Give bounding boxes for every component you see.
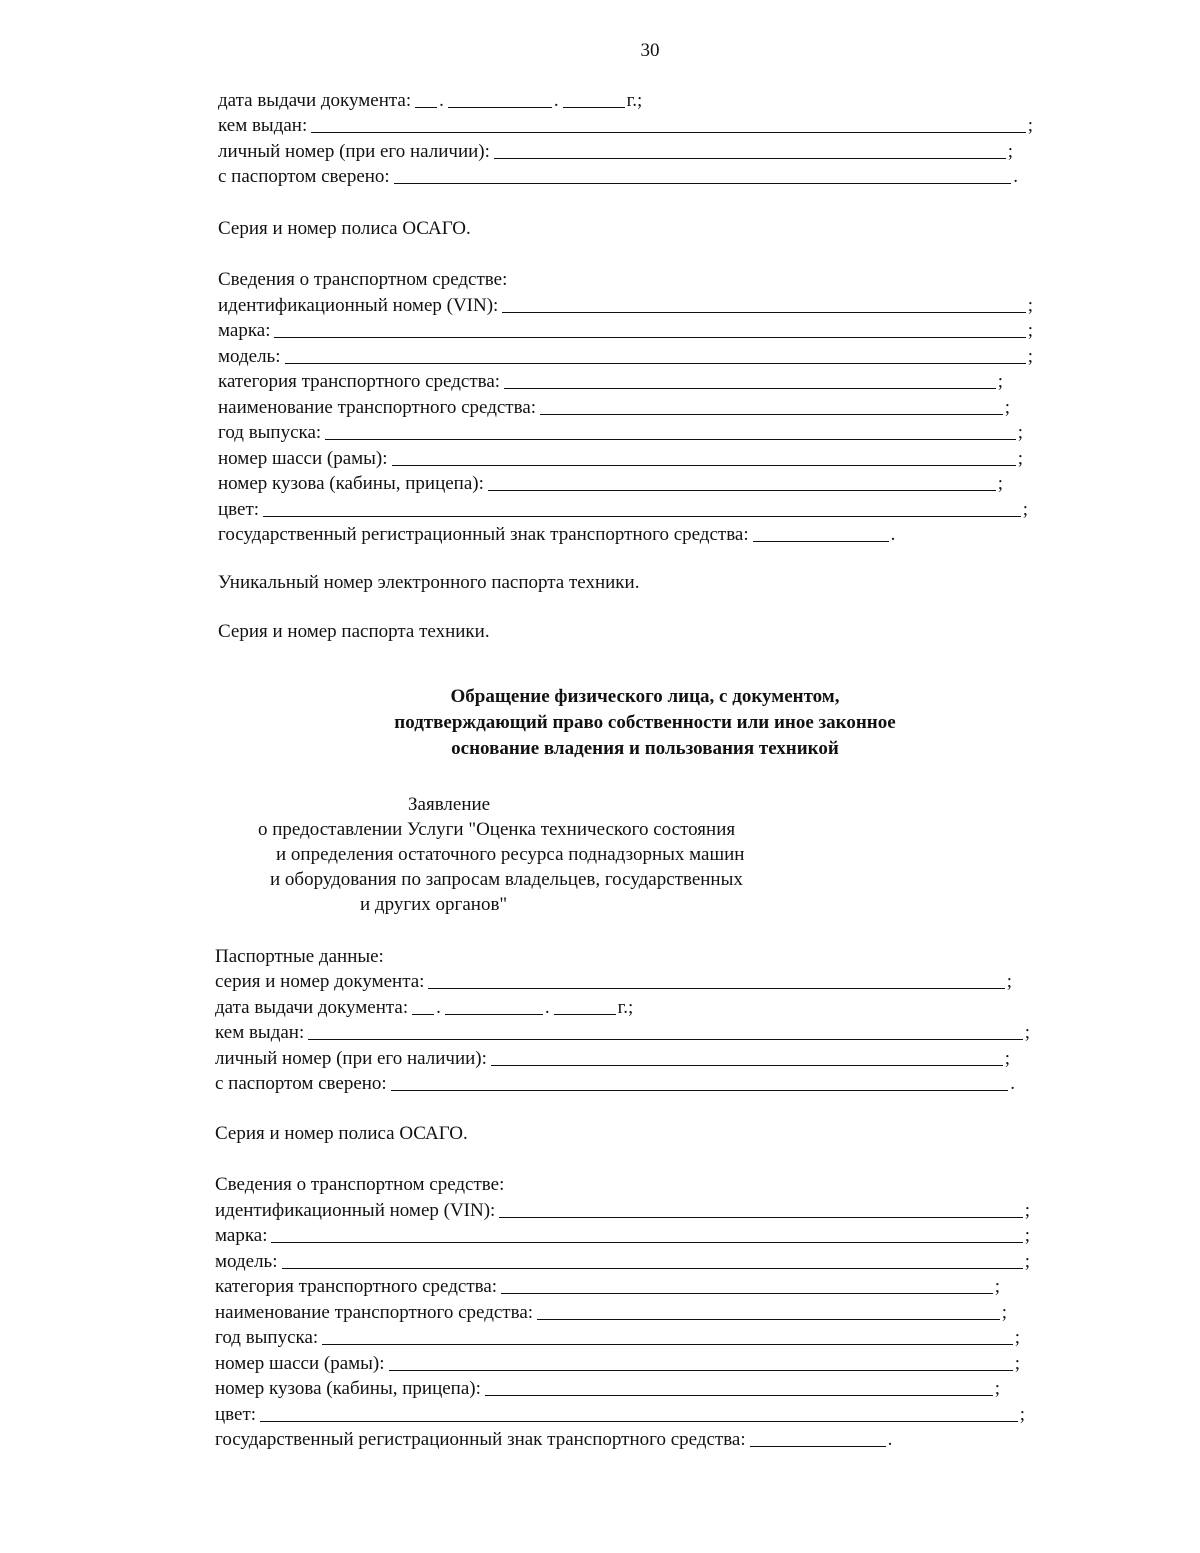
punct: ;	[994, 1378, 1000, 1399]
field-label: год выпуска:	[215, 1327, 319, 1348]
vehicle-name-field	[215, 1298, 1007, 1324]
field-label: номер кузова (кабины, прицепа):	[218, 473, 484, 494]
field-label: дата выдачи документа:	[218, 89, 412, 111]
input-line[interactable]	[394, 182, 1012, 184]
statement-title-word: Заявление	[408, 794, 491, 815]
statement-line: и других органов"	[360, 894, 508, 915]
punct: ;	[1024, 1225, 1030, 1246]
osago-text: Серия и номер полиса ОСАГО.	[218, 217, 471, 239]
year-field	[218, 419, 1023, 445]
category-field	[215, 1273, 1000, 1299]
statement-line: и определения остаточного ресурса поднадзорных машин	[276, 844, 745, 865]
verified-field	[218, 163, 1018, 189]
section-heading	[300, 684, 990, 762]
field-label: личный номер (при его наличии):	[218, 140, 490, 162]
body-field	[215, 1375, 1000, 1401]
punct: ;	[1017, 447, 1023, 469]
punct: ;	[1024, 1199, 1030, 1221]
input-line[interactable]	[488, 489, 996, 491]
day-blank[interactable]	[412, 1013, 434, 1015]
input-line[interactable]	[274, 336, 1025, 338]
input-line[interactable]	[537, 1318, 1000, 1320]
vehicle-header: Сведения о транспортном средстве:	[215, 1174, 505, 1195]
category-field	[218, 368, 1003, 394]
input-line[interactable]	[504, 387, 996, 389]
year-field	[215, 1324, 1020, 1350]
personal-number-field	[215, 1044, 1010, 1070]
field-label: номер шасси (рамы):	[218, 447, 388, 469]
field-label: государственный регистрационный знак транспортного средства:	[218, 524, 749, 545]
input-line[interactable]	[540, 413, 1003, 415]
plate-field	[215, 1426, 1035, 1452]
field-label: кем выдан:	[215, 1022, 305, 1043]
verified-field	[215, 1070, 1015, 1096]
punct: .	[1010, 1073, 1015, 1094]
block2-passport	[215, 942, 1035, 1451]
year-suffix: г.;	[617, 996, 634, 1018]
brand-field	[215, 1222, 1030, 1248]
field-label: модель:	[218, 345, 281, 367]
input-line[interactable]	[392, 464, 1016, 466]
field-label: марка:	[215, 1225, 268, 1246]
punct: .	[1013, 166, 1018, 187]
punct: ;	[997, 371, 1003, 392]
punct: ;	[1019, 1403, 1025, 1425]
field-label: идентификационный номер (VIN):	[215, 1199, 496, 1221]
input-line[interactable]	[311, 131, 1025, 133]
punct: .	[890, 524, 896, 545]
field-label: модель:	[215, 1250, 278, 1272]
punct: ;	[1027, 320, 1033, 341]
epts-text: Уникальный номер электронного паспорта техники.	[218, 571, 640, 593]
punct: ;	[1027, 115, 1033, 136]
statement-title	[258, 792, 744, 917]
punct: ;	[1001, 1301, 1007, 1323]
issued-by-field	[215, 1019, 1030, 1045]
punct: ;	[1027, 294, 1033, 316]
block1-passport	[218, 86, 1038, 643]
year-suffix: г.;	[626, 89, 643, 111]
punct: ;	[1022, 498, 1028, 520]
punct: ;	[1024, 1250, 1030, 1272]
input-line[interactable]	[501, 1292, 993, 1294]
field-label: с паспортом сверено:	[215, 1073, 387, 1094]
model-field	[215, 1247, 1030, 1273]
punct: ;	[1017, 422, 1023, 443]
plate-field	[218, 521, 1038, 547]
statement-line: и оборудования по запросам владельцев, государственных	[270, 869, 743, 890]
chassis-field	[218, 444, 1023, 470]
heading-line: Обращение физического лица, с документом,	[450, 686, 840, 707]
heading-line: основание владения и пользования техникой	[451, 738, 839, 759]
input-line[interactable]	[322, 1343, 1013, 1345]
input-line[interactable]	[502, 311, 1025, 313]
day-blank[interactable]	[415, 106, 437, 108]
field-label: идентификационный номер (VIN):	[218, 294, 499, 316]
field-label: категория транспортного средства:	[215, 1276, 498, 1297]
input-line[interactable]	[491, 1064, 1003, 1066]
passport-header: Паспортные данные:	[215, 945, 384, 967]
vin-field	[215, 1196, 1030, 1222]
punct: .	[887, 1429, 893, 1450]
input-line[interactable]	[263, 515, 1021, 517]
field-label: наименование транспортного средства:	[215, 1301, 534, 1323]
statement-line: о предоставлении Услуги "Оценка технического состояния	[258, 819, 736, 840]
brand-field	[218, 317, 1033, 343]
field-label: номер кузова (кабины, прицепа):	[215, 1378, 481, 1399]
color-field	[218, 495, 1028, 521]
dot: .	[436, 996, 441, 1018]
punct: ;	[1006, 971, 1012, 992]
field-label: личный номер (при его наличии):	[215, 1047, 487, 1069]
series-number-field	[215, 968, 1012, 994]
punct: ;	[1014, 1327, 1020, 1348]
dot: .	[544, 996, 550, 1018]
dot: .	[553, 89, 559, 111]
input-line[interactable]	[285, 362, 1026, 364]
issue-date-field	[215, 993, 1035, 1019]
field-label: кем выдан:	[218, 115, 308, 136]
body-field	[218, 470, 1003, 496]
punct: ;	[994, 1276, 1000, 1297]
month-blank[interactable]	[445, 1013, 543, 1015]
input-line[interactable]	[308, 1038, 1022, 1040]
input-line[interactable]	[428, 987, 1004, 989]
input-line[interactable]	[391, 1089, 1009, 1091]
field-label: цвет:	[218, 498, 260, 520]
punct: ;	[1004, 1047, 1010, 1069]
chassis-field	[215, 1349, 1020, 1375]
year-blank[interactable]	[554, 1013, 616, 1015]
input-line[interactable]	[750, 1445, 886, 1447]
field-label: серия и номер документа:	[215, 971, 425, 992]
field-label: марка:	[218, 320, 271, 341]
color-field	[215, 1400, 1025, 1426]
field-label: государственный регистрационный знак транспортного средства:	[215, 1429, 746, 1450]
page-number: 30	[640, 40, 660, 61]
input-line[interactable]	[325, 438, 1016, 440]
vin-field	[218, 291, 1033, 317]
input-line[interactable]	[282, 1267, 1023, 1269]
personal-number-field	[218, 137, 1013, 163]
punct: ;	[997, 473, 1003, 494]
input-line[interactable]	[389, 1369, 1013, 1371]
input-line[interactable]	[260, 1420, 1018, 1422]
pts-text: Серия и номер паспорта техники.	[218, 621, 490, 642]
osago-text: Серия и номер полиса ОСАГО.	[215, 1122, 468, 1144]
field-label: год выпуска:	[218, 422, 322, 443]
heading-line: подтверждающий право собственности или иное законное	[394, 712, 896, 733]
punct: ;	[1004, 396, 1010, 418]
punct: ;	[1007, 140, 1013, 162]
field-label: с паспортом сверено:	[218, 166, 390, 187]
vehicle-header: Сведения о транспортном средстве:	[218, 269, 508, 290]
input-line[interactable]	[485, 1394, 993, 1396]
month-blank[interactable]	[448, 106, 552, 108]
input-line[interactable]	[494, 157, 1006, 159]
punct: ;	[1027, 345, 1033, 367]
input-line[interactable]	[499, 1216, 1022, 1218]
field-label: категория транспортного средства:	[218, 371, 501, 392]
dot: .	[439, 89, 444, 111]
field-label: цвет:	[215, 1403, 257, 1425]
issue-date-field	[218, 86, 1038, 112]
field-label: наименование транспортного средства:	[218, 396, 537, 418]
field-label: номер шасси (рамы):	[215, 1352, 385, 1374]
issued-by-field	[218, 112, 1033, 138]
punct: ;	[1024, 1022, 1030, 1043]
input-line[interactable]	[753, 540, 889, 542]
input-line[interactable]	[271, 1241, 1022, 1243]
model-field	[218, 342, 1033, 368]
year-blank[interactable]	[563, 106, 625, 108]
page-number-wrap	[0, 40, 1200, 62]
vehicle-name-field	[218, 393, 1010, 419]
punct: ;	[1014, 1352, 1020, 1374]
field-label: дата выдачи документа:	[215, 996, 409, 1018]
